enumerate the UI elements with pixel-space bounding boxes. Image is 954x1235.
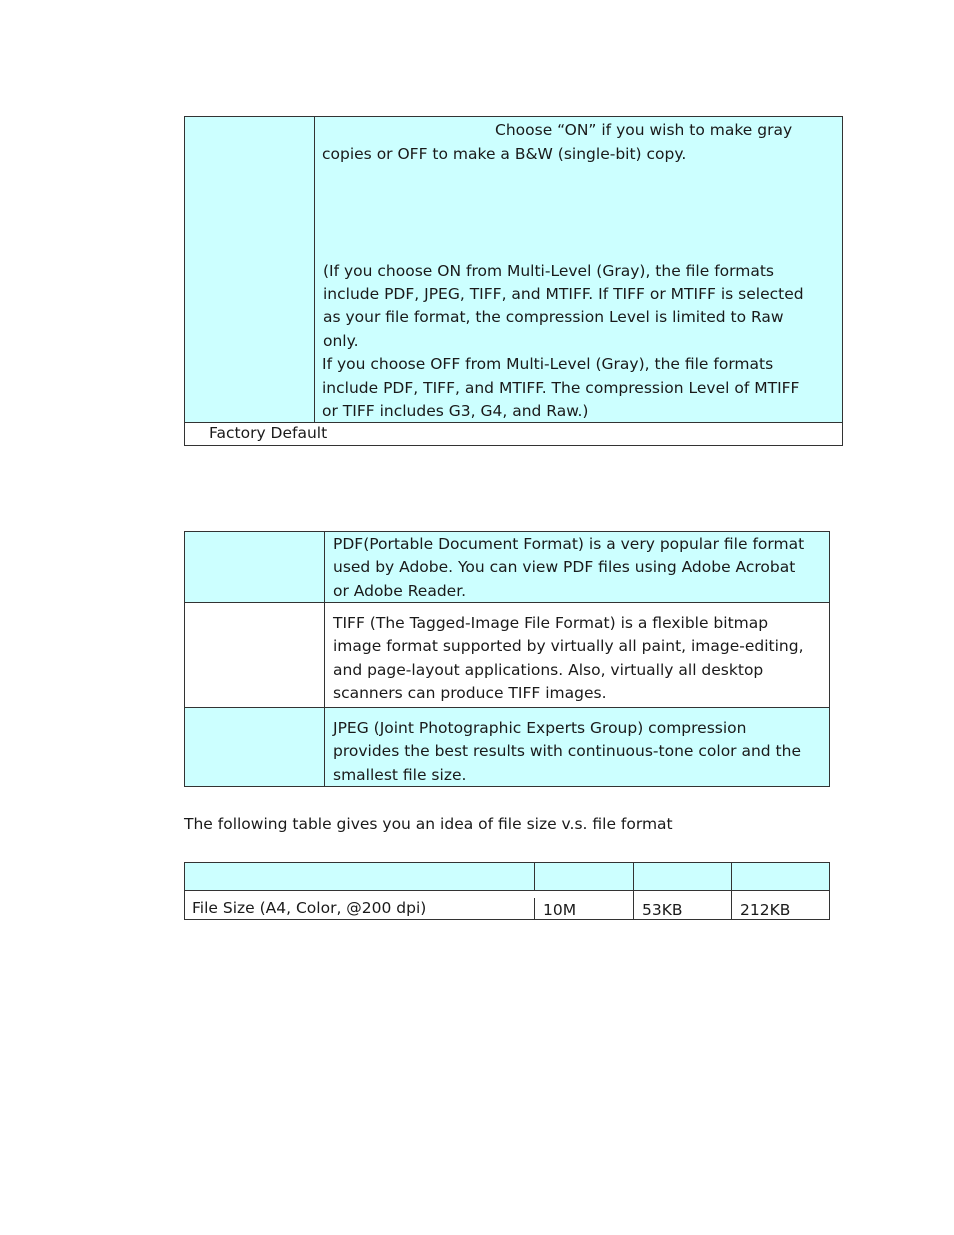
note-line: (If you choose ON from Multi-Level (Gray), the file formats [323, 262, 774, 280]
multilevel-table [184, 116, 843, 446]
size-value-cell [732, 891, 829, 919]
factory-default-label: Factory Default [209, 424, 328, 442]
tiff-line: TIFF (The Tagged-Image File Format) is a flexible bitmap [333, 614, 769, 632]
size-value-pdf: 212KB [740, 901, 791, 919]
size-value-jpeg: 53KB [642, 901, 683, 919]
tiff-row [185, 603, 829, 708]
tiff-line: and page-layout applications. Also, virtually all desktop [333, 660, 764, 679]
jpeg-line: JPEG (Joint Photographic Experts Group) compression [333, 719, 747, 737]
note-line: If you choose OFF from Multi-Level (Gray), the file formats [322, 355, 774, 373]
size-header-cell [732, 863, 829, 891]
pdf-description [333, 533, 823, 603]
note-line: or TIFF includes G3, G4, and Raw.) [322, 402, 589, 420]
file-format-table [184, 531, 830, 787]
file-size-intro: The following table gives you an idea of file size v.s. file format [184, 815, 673, 833]
pdf-label-cell [185, 532, 325, 602]
file-size-table [184, 862, 830, 920]
jpeg-line: smallest file size. [333, 765, 467, 784]
size-value-cell [634, 891, 732, 919]
multilevel-description-cell [315, 117, 842, 422]
pdf-row [185, 532, 829, 603]
size-header-cell [634, 863, 732, 891]
file-size-label: File Size (A4, Color, @200 dpi) [185, 898, 535, 919]
tiff-label-cell [185, 603, 325, 707]
note-line: include PDF, JPEG, TIFF, and MTIFF. If TIFF or MTIFF is selected [323, 285, 804, 303]
pdf-line: PDF(Portable Document Format) is a very popular file format [333, 535, 805, 553]
size-header-cell [185, 863, 535, 891]
jpeg-description [333, 717, 823, 787]
factory-default-row [185, 422, 842, 445]
note-line: only. [323, 332, 359, 350]
jpeg-label-cell [185, 708, 325, 786]
tiff-line: image format supported by virtually all paint, image-editing, [333, 637, 804, 656]
description-line-2: copies or OFF to make a B&W (single-bit) copy. [322, 145, 687, 163]
note-line: as your file format, the compression Level is limited to Raw [323, 308, 784, 326]
size-value-cell [535, 891, 634, 919]
note-line: include PDF, TIFF, and MTIFF. The compression Level of MTIFF [322, 379, 800, 397]
tiff-description [333, 612, 823, 706]
description-line-1: Choose “ON” if you wish to make gray [495, 121, 793, 139]
size-header-cell [535, 863, 634, 891]
size-value-raw: 10M [543, 901, 577, 919]
pdf-line: used by Adobe. You can view PDF files using Adobe Acrobat [333, 558, 796, 577]
jpeg-line: provides the best results with continuous-tone color and the [333, 742, 801, 761]
tiff-line: scanners can produce TIFF images. [333, 684, 607, 703]
pdf-line: or Adobe Reader. [333, 581, 467, 600]
multilevel-label-cell [185, 117, 315, 422]
jpeg-row [185, 708, 829, 786]
